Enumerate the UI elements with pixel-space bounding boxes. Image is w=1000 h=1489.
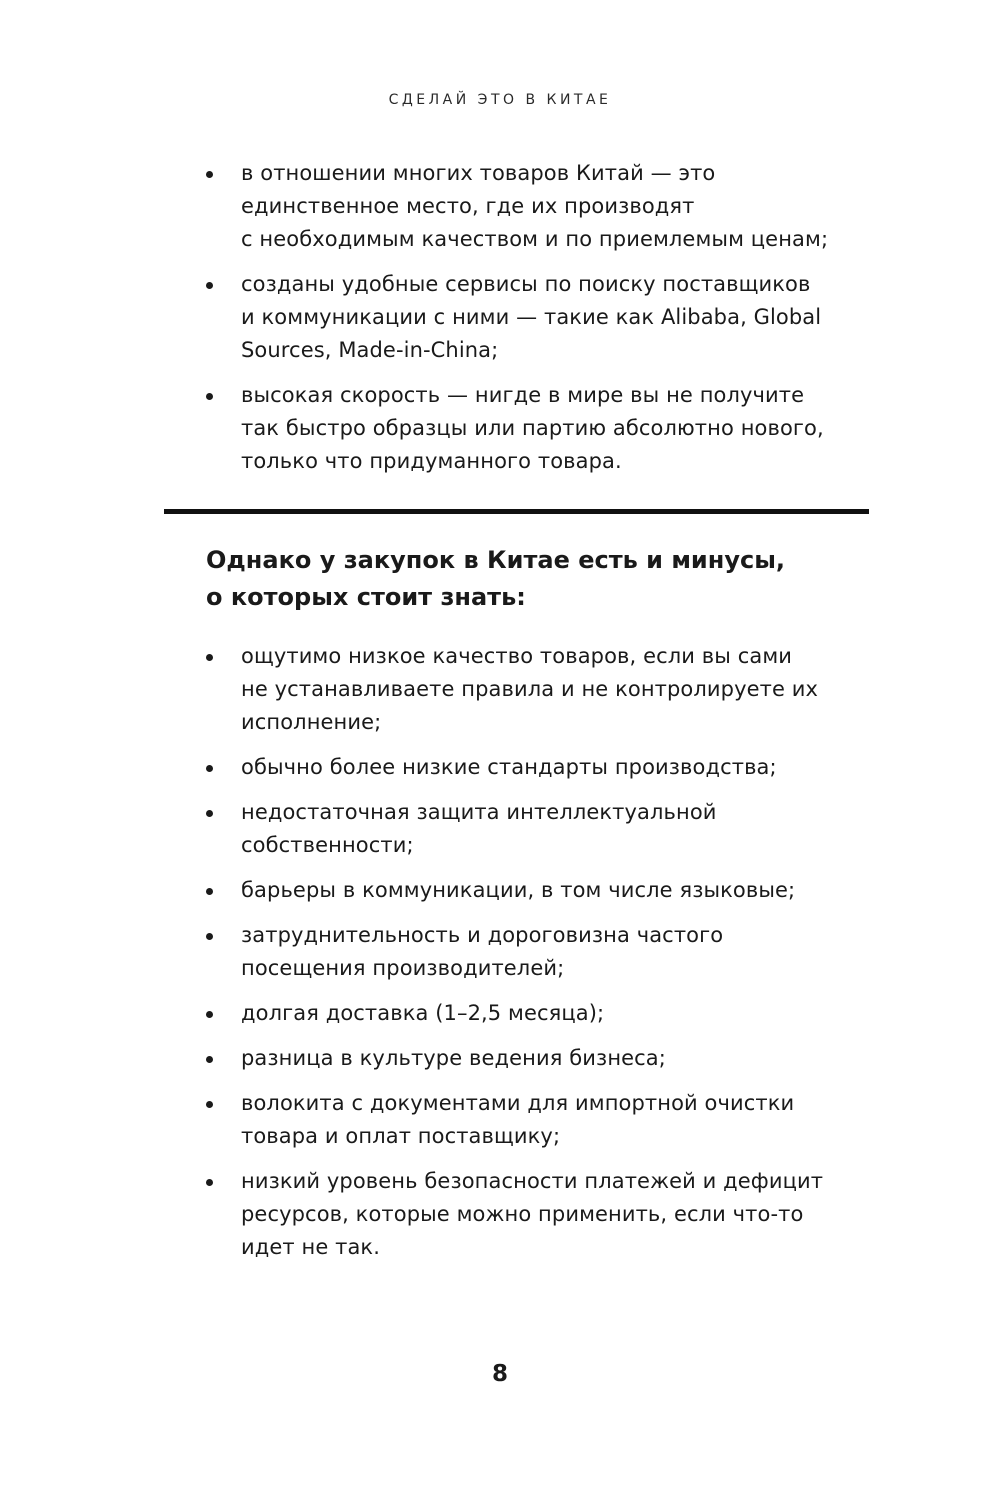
list-item — [206, 1087, 886, 1153]
list-item — [206, 874, 886, 907]
section-heading — [206, 542, 886, 616]
list-item-line: ощутимо низкое качество товаров, если вы сами — [241, 644, 793, 668]
bullet-icon — [206, 810, 213, 817]
list-item-line: недостаточная защита интеллектуальной — [241, 800, 717, 824]
bullet-icon — [206, 1101, 213, 1108]
bullet-icon — [206, 282, 213, 289]
list-item-line: посещения производителей; — [241, 956, 565, 980]
bullet-icon — [206, 888, 213, 895]
bullet-icon — [206, 765, 213, 772]
list-item — [206, 796, 886, 862]
bullet-icon — [206, 393, 213, 400]
list-item-line: только что придуманного товара. — [241, 449, 622, 473]
running-header: СДЕЛАЙ ЭТО В КИТАЕ — [388, 92, 612, 108]
list-item — [206, 640, 886, 739]
list-item-line: так быстро образцы или партию абсолютно нового, — [241, 416, 824, 440]
disadvantages-list — [206, 640, 886, 1276]
section-heading-line: о которых стоит знать: — [206, 583, 526, 611]
list-item — [206, 1165, 886, 1264]
list-item-line: товара и оплат поставщику; — [241, 1124, 561, 1148]
page-number: 8 — [491, 1361, 508, 1387]
list-item — [206, 157, 886, 256]
list-item — [206, 1042, 886, 1075]
list-item-line: барьеры в коммуникации, в том числе языковые; — [241, 878, 796, 902]
list-item-line: низкий уровень безопасности платежей и дефицит — [241, 1169, 824, 1193]
list-item-line: единственное место, где их производят — [241, 194, 695, 218]
list-item-line: высокая скорость — нигде в мире вы не получите — [241, 383, 805, 407]
bullet-icon — [206, 654, 213, 661]
bullet-icon — [206, 171, 213, 178]
list-item — [206, 268, 886, 367]
list-item-line: не устанавливаете правила и не контролируете их — [241, 677, 819, 701]
list-item-line: Sources, Made-in-China; — [241, 338, 499, 362]
list-item — [206, 379, 886, 478]
bullet-icon — [206, 1179, 213, 1186]
list-item-line: обычно более низкие стандарты производства; — [241, 755, 777, 779]
list-item-line: исполнение; — [241, 710, 382, 734]
bullet-icon — [206, 933, 213, 940]
advantages-list — [206, 157, 886, 490]
section-heading-line: Однако у закупок в Китае есть и минусы, — [206, 546, 786, 574]
bullet-icon — [206, 1011, 213, 1018]
list-item-line: затруднительность и дороговизна частого — [241, 923, 724, 947]
list-item-line: идет не так. — [241, 1235, 380, 1259]
list-item-line: долгая доставка (1–2,5 месяца); — [241, 1001, 605, 1025]
bullet-icon — [206, 1056, 213, 1063]
list-item-line: с необходимым качеством и по приемлемым ценам; — [241, 227, 829, 251]
list-item — [206, 997, 886, 1030]
section-divider — [164, 509, 869, 514]
list-item — [206, 751, 886, 784]
list-item-line: волокита с документами для импортной очистки — [241, 1091, 795, 1115]
list-item-line: созданы удобные сервисы по поиску поставщиков — [241, 272, 811, 296]
list-item-line: ресурсов, которые можно применить, если что-то — [241, 1202, 804, 1226]
list-item-line: в отношении многих товаров Китай — это — [241, 161, 716, 185]
list-item — [206, 919, 886, 985]
list-item-line: собственности; — [241, 833, 414, 857]
list-item-line: и коммуникации с ними — такие как Alibaba, Global — [241, 305, 822, 329]
list-item-line: разница в культуре ведения бизнеса; — [241, 1046, 666, 1070]
